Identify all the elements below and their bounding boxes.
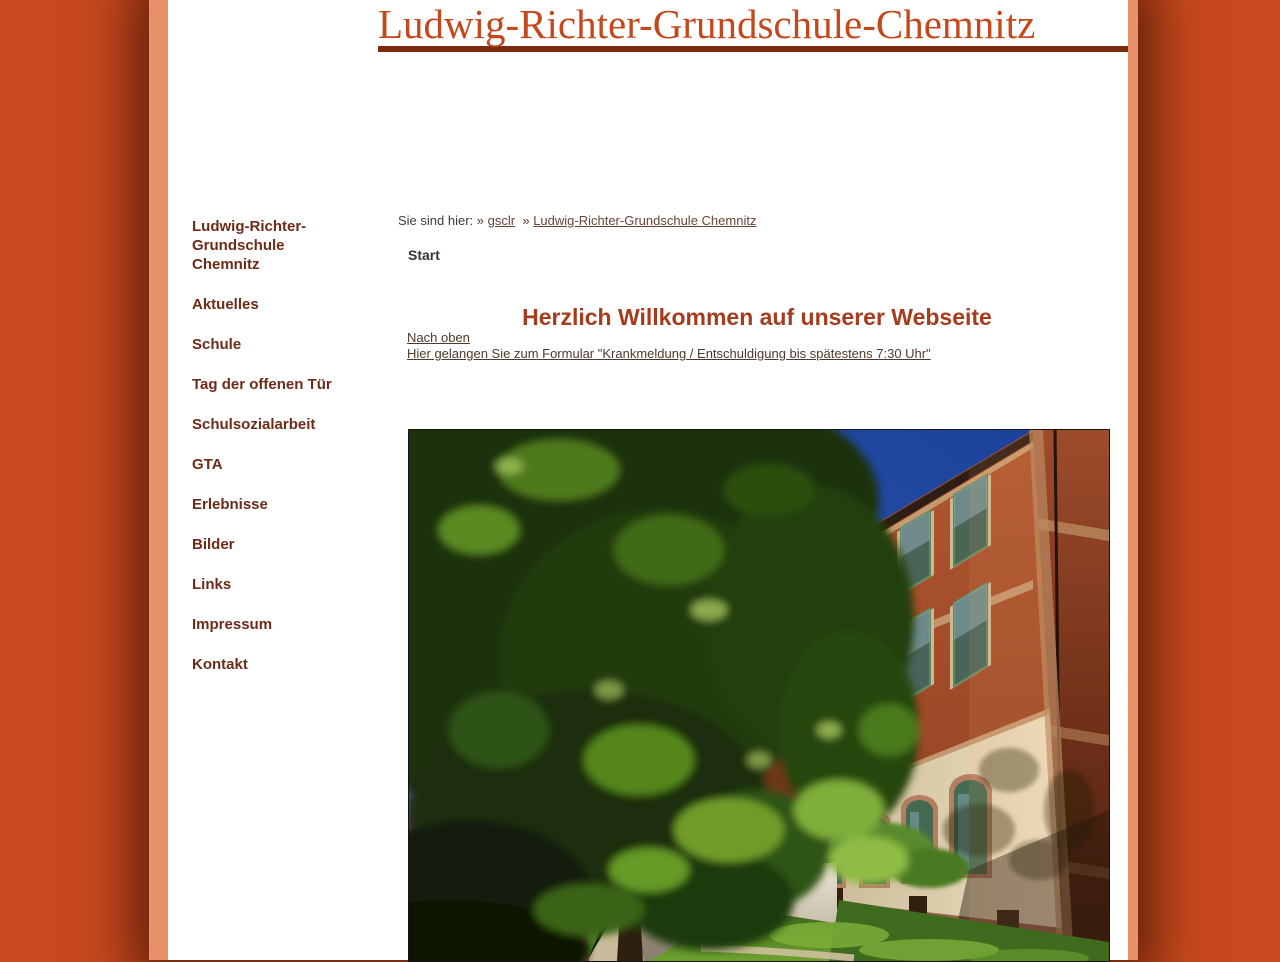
nach-oben-link[interactable]: Nach oben (407, 330, 470, 345)
sidebar-item-erlebnisse[interactable]: Erlebnisse (192, 496, 268, 513)
page-frame (149, 0, 1138, 960)
site-title-link[interactable]: Ludwig-Richter-Grundschule-Chemnitz (378, 2, 1128, 52)
breadcrumb-link-gsclr[interactable]: gsclr (487, 213, 516, 228)
sidebar-item-tag-der-offenen-tuer[interactable]: Tag der offenen Tür (192, 376, 332, 393)
krankmeldung-form-link[interactable]: Hier gelangen Sie zum Formular "Krankmeldung / Entschuldigung bis spätestens 7:30 Uhr" (407, 346, 931, 361)
breadcrumb-label: Sie sind hier: (398, 213, 474, 228)
breadcrumb (398, 213, 1118, 228)
sidebar-item-schulsozialarbeit[interactable]: Schulsozialarbeit (192, 416, 316, 433)
sidebar-item-bilder[interactable]: Bilder (192, 536, 235, 553)
content-area (168, 0, 1128, 960)
sidebar-item-schule[interactable]: Schule (192, 336, 242, 353)
school-building-photo (408, 429, 1110, 962)
breadcrumb-separator: » (522, 213, 530, 228)
sidebar-item-links[interactable]: Links (192, 576, 232, 593)
breadcrumb-link-school[interactable]: Ludwig-Richter-Grundschule Chemnitz (533, 213, 757, 228)
sidebar-item-impressum[interactable]: Impressum (192, 616, 273, 633)
sidebar-item-home[interactable]: Ludwig-Richter-Grundschule Chemnitz (192, 218, 307, 273)
sidebar-item-gta[interactable]: GTA (192, 456, 223, 473)
nav-item-start[interactable]: Start (408, 247, 440, 263)
content-links (407, 330, 1127, 362)
welcome-heading: Herzlich Willkommen auf unserer Webseite (522, 304, 992, 331)
sidebar-nav (192, 217, 344, 695)
breadcrumb-separator: » (476, 213, 485, 228)
sidebar-item-kontakt[interactable]: Kontakt (192, 656, 248, 673)
sidebar-item-aktuelles[interactable]: Aktuelles (192, 296, 259, 313)
